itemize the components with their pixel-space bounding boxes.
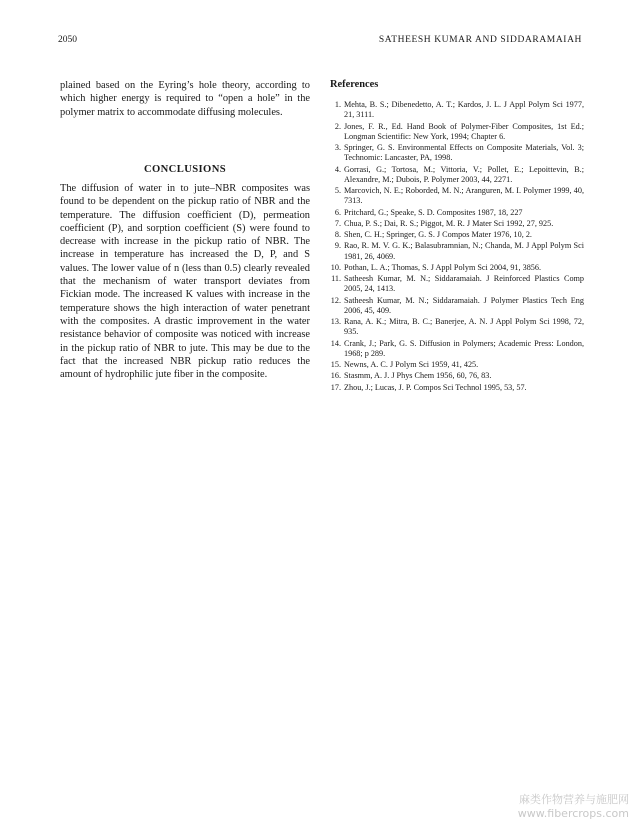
reference-item	[330, 360, 584, 370]
reference-number: 7.	[334, 218, 341, 228]
reference-item	[330, 339, 584, 359]
reference-text: Pothan, L. A.; Thomas, S. J Appl Polym Sci 2004, 91, 3856.	[344, 262, 542, 272]
reference-text: Newns, A. C. J Polym Sci 1959, 41, 425.	[344, 360, 479, 370]
reference-number: 6.	[334, 207, 341, 217]
reference-number: 10.	[330, 262, 341, 272]
reference-number: 16.	[330, 371, 341, 381]
reference-number: 17.	[330, 382, 341, 392]
reference-item	[330, 122, 584, 142]
watermark-text: 麻类作物营养与施肥网	[519, 793, 629, 806]
intro-paragraph-block	[60, 79, 310, 119]
reference-item	[330, 219, 584, 229]
reference-item	[330, 263, 584, 273]
reference-item	[330, 208, 584, 218]
reference-number: 8.	[334, 230, 341, 240]
reference-item	[330, 296, 584, 316]
reference-item	[330, 186, 584, 206]
reference-number: 12.	[330, 295, 341, 305]
reference-text: Jones, F. R., Ed. Hand Book of Polymer-Fiber Composites, 1st Ed.; Longman Scientific: New York, 1994; Chapter 6.	[344, 121, 584, 141]
reference-number: 3.	[334, 143, 341, 152]
reference-item	[330, 317, 584, 337]
reference-item	[330, 371, 584, 381]
reference-number: 9.	[334, 241, 341, 251]
reference-text: Marcovich, N. E.; Roborded, M. N.; Aranguren, M. I. Polymer 1999, 40, 7313.	[344, 186, 584, 206]
reference-text: Stasmm, A. J. J Phys Chem 1956, 60, 76, 83.	[344, 371, 492, 381]
reference-text: Chua, P. S.; Dai, R. S.; Piggot, M. R. J Mater Sci 1992, 27, 925.	[344, 218, 554, 228]
reference-text: Crank, J.; Park, G. S. Diffusion in Polymers; Academic Press: London, 1968; p 289.	[344, 338, 584, 358]
reference-text: Rana, A. K.; Mitra, B. C.; Banerjee, A. N. J Appl Polym Sci 1998, 72, 935.	[344, 317, 584, 337]
reference-text: Springer, G. S. Environmental Effects on Composite Materials, Vol. 3; Technomic: Lancaster, PA, 1998.	[344, 143, 584, 163]
reference-text: Pritchard, G.; Speake, S. D. Composites 1987, 18, 227	[344, 207, 523, 217]
reference-item	[330, 143, 584, 163]
conclusions-body-block	[60, 182, 310, 381]
conclusions-heading: CONCLUSIONS	[143, 164, 227, 175]
reference-text: Satheesh Kumar, M. N.; Siddaramaiah. J Reinforced Plastics Comp 2005, 24, 1413.	[344, 274, 584, 294]
reference-list	[330, 100, 584, 393]
reference-number: 2.	[334, 121, 341, 131]
reference-text: Satheesh Kumar, M. N.; Siddaramaiah. J Polymer Plastics Tech Eng 2006, 45, 409.	[344, 295, 584, 315]
references-heading: References	[330, 79, 379, 90]
reference-item	[330, 230, 584, 240]
reference-item	[330, 274, 584, 294]
reference-number: 4.	[334, 164, 341, 174]
references-section	[330, 79, 584, 394]
reference-number: 13.	[330, 317, 341, 327]
watermark	[518, 791, 629, 820]
intro-paragraph: plained based on the Eyring’s hole theory, according to which higher energy is required to “open a hole” in the polymer matrix to accommodate diffusing molecules.	[60, 80, 310, 118]
reference-text: Gorrasi, G.; Tortosa, M.; Vittoria, V.; Pollet, E.; Lepoittevin, B.; Alexandre, M.; Dubois, P. Polymer 2003, 44, 2271.	[344, 164, 584, 184]
reference-item	[330, 165, 584, 185]
running-head: SATHEESH KUMAR AND SIDDARAMAIAH	[378, 35, 582, 45]
reference-item	[330, 241, 584, 261]
reference-number: 5.	[334, 186, 341, 195]
conclusions-paragraph: The diffusion of water in to jute–NBR composites was found to be dependent on the pickup ratio of NBR and the temperature. The diffusion coefficient (D), permeation coefficient (P), and sorption coefficient (S) were found to decrease with increase in the pickup ratio of NBR. The increase in temperature has increased the D, P, and S values. The lower value of n (less than 0.5) clearly revealed that the mechanism of water transport deviates from Fickian mode. The increased K values with increase in the temperature shows the high interaction of water penetrant with the composites. A drastic improvement in the water resistance behavior of composite was noticed with increase in the pickup ratio of NBR to jute. This may be due to the fact that the increased NBR pickup ratio reduces the amount of hydrophilic jute fiber in the composite.	[60, 183, 310, 381]
reference-text: Mehta, B. S.; Dibenedetto, A. T.; Kardos, J. L. J Appl Polym Sci 1977, 21, 3111.	[344, 100, 584, 120]
reference-number: 1.	[334, 100, 341, 109]
page-number: 2050	[58, 35, 77, 45]
watermark-url: www.fibercrops.com	[517, 807, 629, 820]
reference-text: Zhou, J.; Lucas, J. P. Compos Sci Technol 1995, 53, 57.	[344, 382, 527, 392]
reference-item	[330, 100, 584, 120]
reference-text: Shen, C. H.; Springer, G. S. J Compos Mater 1976, 10, 2.	[344, 230, 532, 240]
reference-text: Rao, R. M. V. G. K.; Balasubramnian, N.; Chanda, M. J Appl Polym Sci 1981, 26, 4069.	[344, 241, 584, 261]
reference-number: 11.	[331, 274, 341, 284]
reference-number: 15.	[330, 360, 341, 370]
reference-item	[330, 383, 584, 393]
reference-number: 14.	[330, 338, 341, 348]
